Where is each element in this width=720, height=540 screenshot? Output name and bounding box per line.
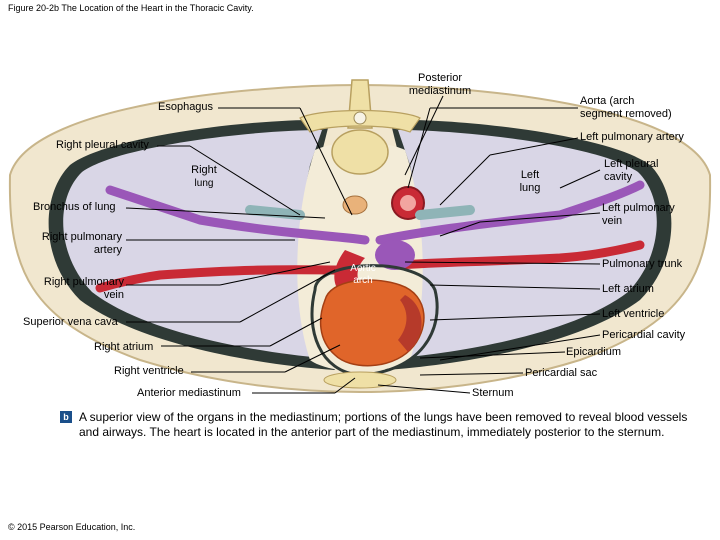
spinal-cord bbox=[354, 112, 366, 124]
label-right-pleural-cavity: Right pleural cavity bbox=[56, 139, 149, 151]
label-left-ventricle: Left ventricle bbox=[602, 308, 665, 320]
figure-caption: A superior view of the organs in the mediastinum; portions of the lungs have been removed to reveal blood vessels and airways. The heart is located in the anterior part of the mediastinum, immediately posterior to the sternum. bbox=[79, 410, 688, 439]
label-right-pulmonary-artery: Right pulmonary artery bbox=[41, 231, 122, 256]
label-right-lung: Right lung bbox=[191, 164, 217, 189]
label-right-pulmonary-vein: Right pulmonary vein bbox=[43, 276, 124, 301]
label-left-atrium: Left atrium bbox=[602, 283, 654, 295]
label-right-ventricle: Right ventricle bbox=[114, 365, 184, 377]
copyright-notice: © 2015 Pearson Education, Inc. bbox=[8, 522, 136, 532]
label-left-pulmonary-vein: Left pulmonary vein bbox=[602, 202, 675, 227]
label-posterior-mediastinum: Posterior mediastinum bbox=[408, 72, 472, 97]
label-left-pleural-cavity: Left pleural cavity bbox=[604, 158, 659, 183]
label-left-pulmonary-artery: Left pulmonary artery bbox=[580, 131, 684, 143]
label-aorta: Aorta (arch segment removed) bbox=[580, 95, 672, 120]
figure-title: Figure 20-2b The Location of the Heart in the Thoracic Cavity. bbox=[8, 3, 254, 13]
label-pulmonary-trunk: Pulmonary trunk bbox=[602, 258, 683, 270]
label-aortic-arch: Aortic arch bbox=[350, 263, 376, 286]
label-right-atrium: Right atrium bbox=[94, 341, 154, 353]
label-superior-vena-cava: Superior vena cava bbox=[23, 316, 118, 328]
label-left-lung: Left lung bbox=[519, 169, 541, 194]
label-epicardium: Epicardium bbox=[566, 346, 622, 358]
label-sternum: Sternum bbox=[472, 387, 514, 399]
label-anterior-mediastinum: Anterior mediastinum bbox=[137, 387, 241, 399]
label-pericardial-sac: Pericardial sac bbox=[525, 367, 598, 379]
label-esophagus: Esophagus bbox=[158, 101, 214, 113]
caption-badge: b bbox=[60, 411, 72, 423]
vertebra-body bbox=[332, 130, 388, 174]
label-pericardial-cavity: Pericardial cavity bbox=[602, 329, 686, 341]
label-bronchus-of-lung: Bronchus of lung bbox=[33, 201, 116, 213]
